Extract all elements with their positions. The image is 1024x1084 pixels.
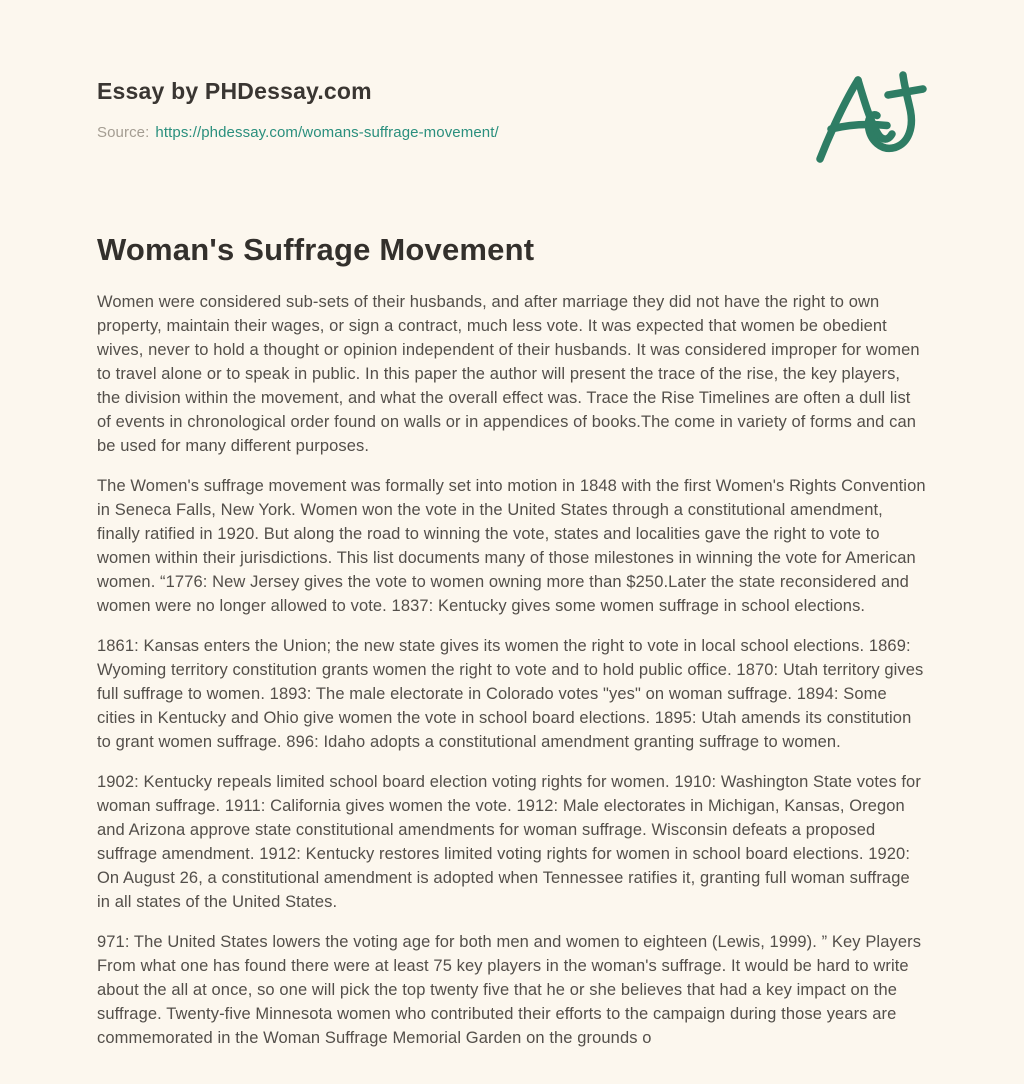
essay-paragraph-4: 1902: Kentucky repeals limited school board election voting rights for women. 1910: Washington State votes for woman suffrage. 1911: California gives women the vote. 1912: Male electorates in Michigan, Kansas, Oregon and Arizona approve state constitutional amendments for woman suffrage. Wisconsin defeats a proposed suffrage amendment. 1912: Kentucky restores limited voting rights for women in school board elections. 1920: On August 26, a constitutional amendment is adopted when Tennessee ratifies it, granting full woman suffrage in all states of the United States. [97, 773, 921, 911]
source-label: Source: [97, 124, 150, 141]
source-url-link[interactable]: https://phdessay.com/womans-suffrage-movement/ [155, 124, 499, 141]
header-text [97, 78, 499, 141]
essay-paragraph-1: Women were considered sub-sets of their husbands, and after marriage they did not have the right to own property, maintain their wages, or sign a contract, much less vote. It was expected that women be obedient wives, never to hold a thought or opinion independent of their husbands. It was considered improper for women to travel alone or to speak in public. In this paper the author will present the trace of the rise, the key players, the division within the movement, and what the overall effect was. Trace the Rise Timelines are often a dull list of events in chronological order found on walls or in appendices of books.The come in variety of forms and can be used for many different purposes. [97, 293, 920, 455]
essay-paragraph-3: 1861: Kansas enters the Union; the new state gives its women the right to vote in local school elections. 1869: Wyoming territory constitution grants women the right to vote and to hold public office. 1870: Utah territory gives full suffrage to women. 1893: The male electorate in Colorado votes "yes" on woman suffrage. 1894: Some cities in Kentucky and Ohio give women the vote in school board elections. 1895: Utah amends its constitution to grant women suffrage. 896: Idaho adopts a constitutional amendment granting suffrage to women. [97, 637, 924, 751]
header [97, 78, 927, 140]
page-title: Woman's Suffrage Movement [97, 232, 535, 267]
source-line [97, 124, 499, 141]
essay-paragraph-2: The Women's suffrage movement was formally set into motion in 1848 with the first Women's Rights Convention in Seneca Falls, New York. Women won the vote in the United States through a constitutional amendment, finally ratified in 1920. But along the road to winning the vote, states and localities gave the right to vote to women within their jurisdictions. This list documents many of those milestones in winning the vote for American women. “1776: New Jersey gives the vote to women owning more than $250.Later the state reconsidered and women were no longer allowed to vote. 1837: Kentucky gives some women suffrage in school elections. [97, 477, 926, 615]
phdessay-a-plus-logo-icon [807, 70, 927, 172]
essay-paragraph-5: 971: The United States lowers the voting age for both men and women to eighteen (Lewis, 1999). ” Key Players From what one has found there were at least 75 key players in the woman's suffrage. It would be hard to write about the all at once, so one will pick the top twenty five that he or she believes that had a key impact on the suffrage. Twenty-five Minnesota women who contributed their efforts to the campaign during those years are commemorated in the Woman Suffrage Memorial Garden on the grounds o [97, 933, 922, 1047]
essay-byline: Essay by PHDessay.com [97, 78, 372, 104]
essay-body [97, 290, 927, 1050]
